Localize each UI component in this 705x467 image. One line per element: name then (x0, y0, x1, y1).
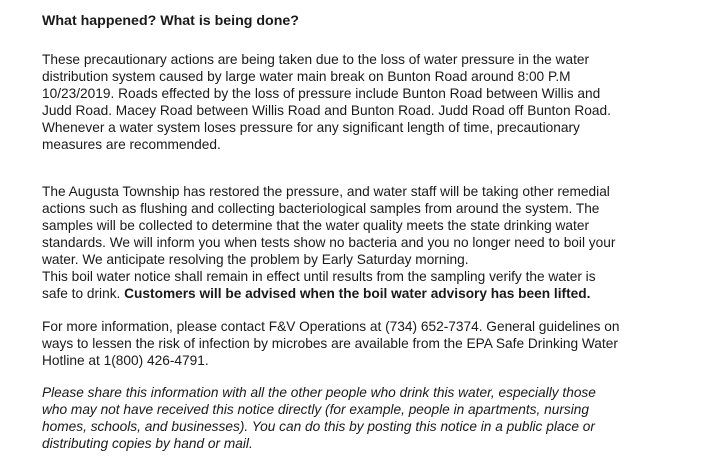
text-line: This boil water notice shall remain in effect until results from the sampling verify the water is (42, 269, 596, 284)
text-line: Please share this information with all the other people who drink this water, especially those (42, 385, 596, 400)
text-line: Hotline at 1(800) 426-4791. (42, 353, 209, 368)
text-line: homes, schools, and businesses). You can do this by posting this notice in a public place or (42, 419, 595, 434)
text-line (42, 285, 697, 302)
text-line: samples will be collected to determine that the water quality meets the state drinking water (42, 218, 590, 233)
section-heading: What happened? What is being done? (42, 13, 299, 29)
text-line: Whenever a water system loses pressure for any significant length of time, precautionary (42, 120, 580, 135)
text-line: actions such as flushing and collecting bacteriological samples from around the system. The (42, 201, 600, 216)
text-line: water. We anticipate resolving the problem by Early Saturday morning. (42, 252, 469, 267)
advisory-lifted-statement: Customers will be advised when the boil water advisory has been lifted. (124, 286, 591, 301)
text-line: The Augusta Township has restored the pressure, and water staff will be taking other remedial (42, 184, 610, 199)
text-line: distributing copies by hand or mail. (42, 436, 253, 451)
text-line: These precautionary actions are being taken due to the loss of water pressure in the water (42, 52, 590, 67)
text-line: who may not have received this notice directly (for example, people in apartments, nursing (42, 402, 590, 417)
text-line: Judd Road. Macey Road between Willis Road and Bunton Road. Judd Road off Bunton Road. (42, 103, 611, 118)
paragraph-share-information (42, 384, 697, 452)
paragraph-remedial-actions (42, 183, 697, 268)
text-line: measures are recommended. (42, 137, 221, 152)
text-line: standards. We will inform you when tests show no bacteria and you no longer need to boil your (42, 235, 616, 250)
text-line: distribution system caused by large water main break on Bunton Road around 8:00 P.M (42, 69, 571, 84)
text-line: For more information, please contact F&V Operations at (734) 652-7374. General guidelines on (42, 319, 620, 334)
text-line: ways to lessen the risk of infection by microbes are available from the EPA Safe Drinking Water (42, 336, 618, 351)
paragraph-what-happened (42, 51, 697, 153)
text-line: 10/23/2019. Roads effected by the loss of pressure include Bunton Road between Willis and (42, 86, 601, 101)
text-segment: safe to drink. (42, 286, 125, 301)
paragraph-notice-duration (42, 268, 697, 302)
paragraph-more-information (42, 318, 697, 369)
